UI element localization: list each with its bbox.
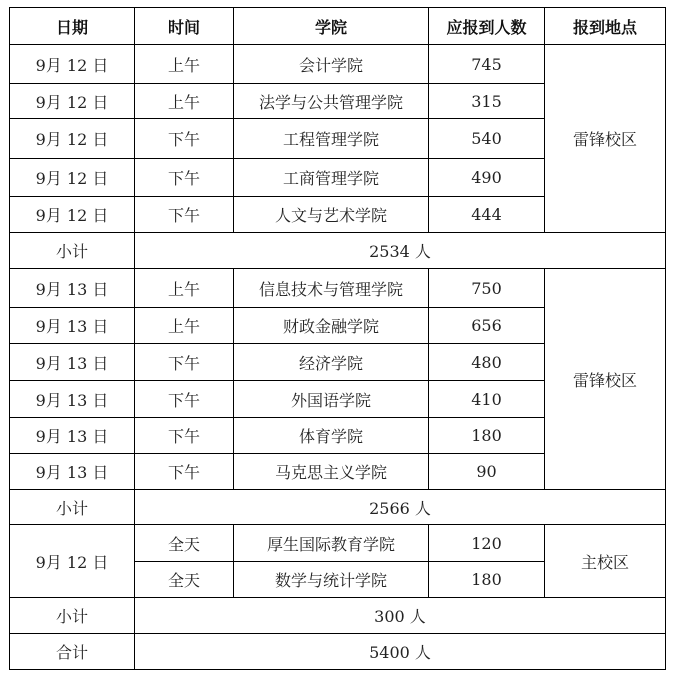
college-cell: 会计学院 — [234, 45, 429, 84]
college-cell: 经济学院 — [234, 344, 429, 381]
subtotal-label: 小计 — [10, 490, 135, 525]
time-cell: 下午 — [135, 197, 234, 233]
count-cell: 444 — [429, 197, 545, 233]
time-cell: 下午 — [135, 418, 234, 454]
college-cell: 外国语学院 — [234, 381, 429, 418]
time-cell: 下午 — [135, 119, 234, 159]
date-cell: 9月 12 日 — [10, 45, 135, 84]
count-cell: 180 — [429, 418, 545, 454]
date-cell: 9月 13 日 — [10, 344, 135, 381]
subtotal-value: 2534 人 — [135, 233, 666, 269]
date-cell: 9月 12 日 — [10, 84, 135, 119]
time-cell: 上午 — [135, 269, 234, 308]
time-cell: 全天 — [135, 525, 234, 562]
count-cell: 480 — [429, 344, 545, 381]
location-cell: 雷锋校区 — [545, 45, 666, 233]
count-cell: 750 — [429, 269, 545, 308]
time-cell: 下午 — [135, 344, 234, 381]
header-row — [10, 8, 666, 45]
table-row — [10, 269, 666, 308]
college-cell: 数学与统计学院 — [234, 562, 429, 598]
date-cell: 9月 13 日 — [10, 381, 135, 418]
total-label: 合计 — [10, 634, 135, 670]
time-cell: 上午 — [135, 84, 234, 119]
date-cell: 9月 13 日 — [10, 454, 135, 490]
table-row — [10, 45, 666, 84]
subtotal-row — [10, 490, 666, 525]
table-row — [10, 525, 666, 562]
header-time: 时间 — [135, 8, 234, 45]
college-cell: 财政金融学院 — [234, 308, 429, 344]
date-cell: 9月 13 日 — [10, 418, 135, 454]
total-value: 5400 人 — [135, 634, 666, 670]
time-cell: 下午 — [135, 159, 234, 197]
time-cell: 上午 — [135, 45, 234, 84]
date-cell: 9月 12 日 — [10, 119, 135, 159]
count-cell: 745 — [429, 45, 545, 84]
location-cell: 雷锋校区 — [545, 269, 666, 490]
date-cell: 9月 12 日 — [10, 525, 135, 598]
subtotal-label: 小计 — [10, 233, 135, 269]
date-cell: 9月 12 日 — [10, 197, 135, 233]
date-cell: 9月 12 日 — [10, 159, 135, 197]
header-college: 学院 — [234, 8, 429, 45]
subtotal-row — [10, 233, 666, 269]
college-cell: 信息技术与管理学院 — [234, 269, 429, 308]
time-cell: 下午 — [135, 454, 234, 490]
time-cell: 下午 — [135, 381, 234, 418]
subtotal-row — [10, 598, 666, 634]
count-cell: 90 — [429, 454, 545, 490]
count-cell: 315 — [429, 84, 545, 119]
header-count: 应报到人数 — [429, 8, 545, 45]
total-row — [10, 634, 666, 670]
count-cell: 540 — [429, 119, 545, 159]
time-cell: 全天 — [135, 562, 234, 598]
location-cell: 主校区 — [545, 525, 666, 598]
date-cell: 9月 13 日 — [10, 269, 135, 308]
count-cell: 490 — [429, 159, 545, 197]
subtotal-label: 小计 — [10, 598, 135, 634]
registration-table — [9, 7, 666, 670]
college-cell: 工程管理学院 — [234, 119, 429, 159]
college-cell: 工商管理学院 — [234, 159, 429, 197]
subtotal-value: 2566 人 — [135, 490, 666, 525]
college-cell: 体育学院 — [234, 418, 429, 454]
count-cell: 120 — [429, 525, 545, 562]
time-cell: 上午 — [135, 308, 234, 344]
date-cell: 9月 13 日 — [10, 308, 135, 344]
count-cell: 180 — [429, 562, 545, 598]
college-cell: 马克思主义学院 — [234, 454, 429, 490]
college-cell: 厚生国际教育学院 — [234, 525, 429, 562]
header-date: 日期 — [10, 8, 135, 45]
count-cell: 656 — [429, 308, 545, 344]
header-location: 报到地点 — [545, 8, 666, 45]
college-cell: 法学与公共管理学院 — [234, 84, 429, 119]
count-cell: 410 — [429, 381, 545, 418]
college-cell: 人文与艺术学院 — [234, 197, 429, 233]
subtotal-value: 300 人 — [135, 598, 666, 634]
